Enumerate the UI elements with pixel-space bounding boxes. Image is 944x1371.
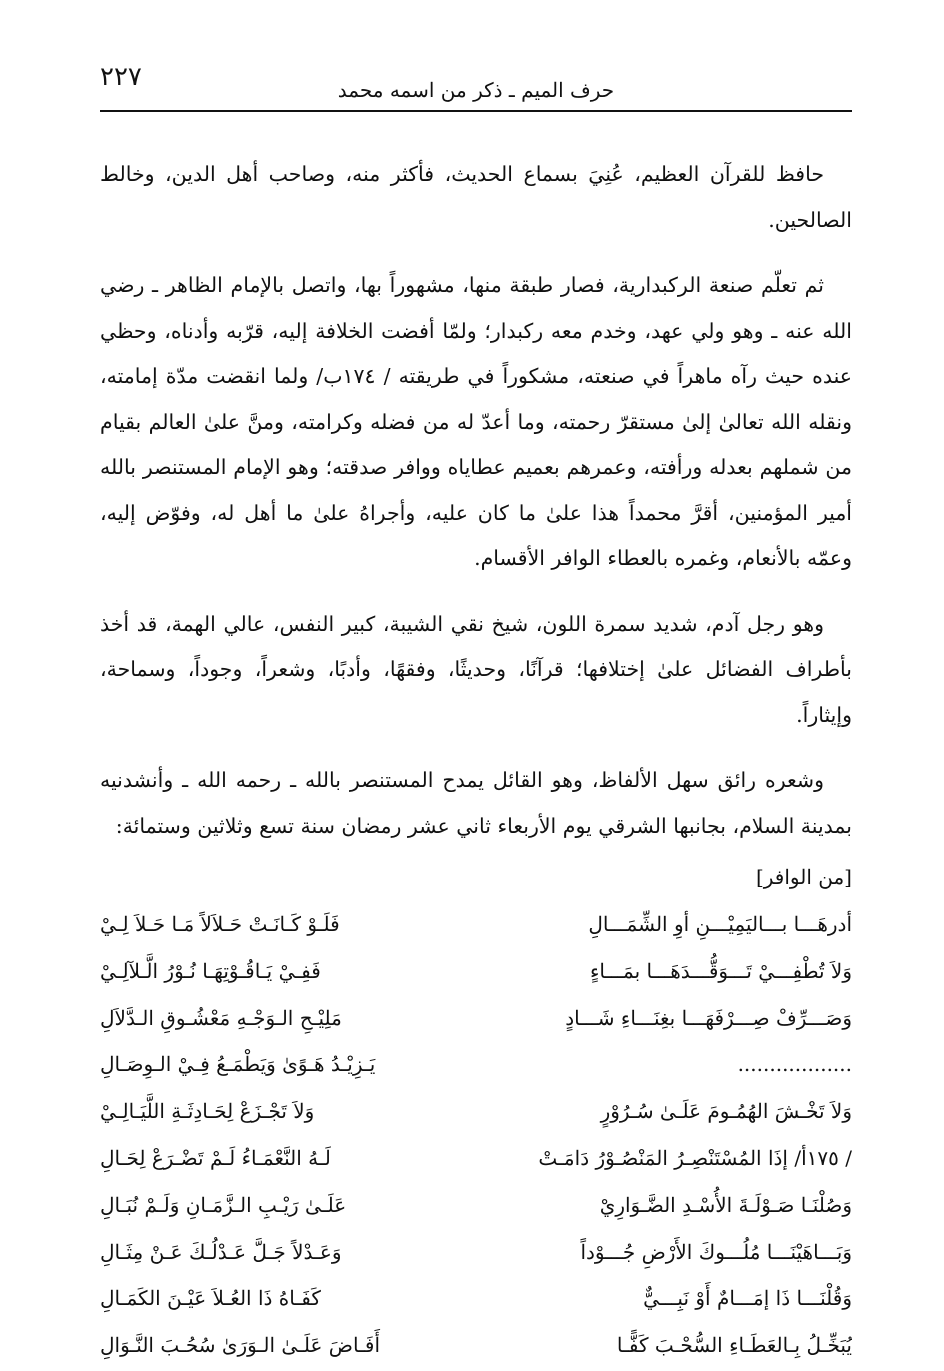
verse-second-hemistich: فَفِـيْ يَـاقُـوْتِهَـا نُـوْرُ الَّـلآلِـيْ bbox=[100, 958, 321, 983]
verse-second-hemistich: لَـهُ النَّعْمَـاءُ لَـمْ تَضْـرَعْ لِحَـالِ bbox=[100, 1145, 331, 1170]
body-text bbox=[100, 152, 852, 1369]
verse-second-hemistich: وَلاَ تَجْـزَعْ لِحَـادِثَـةِ اللَّيَـالِـيْ bbox=[100, 1099, 315, 1124]
verse-second-hemistich: عَلَـىٰ رَيْـبِ الـزَّمَـانِ وَلَـمْ نُبَـالِ bbox=[100, 1192, 347, 1217]
verse-first-hemistich: وَصَـــرِّفْ صِـــرْفَهَـــا بغِنَـــاءِ شَـــادٍ bbox=[565, 1005, 852, 1030]
verse-second-hemistich: أَفَـاضَ عَلَـىٰ الـوَرَىٰ سُحُـبَ النَّـوَالِ bbox=[100, 1333, 381, 1358]
verse-second-hemistich: وَعَـدْلاً جَـلَّ عَـدْلُـكَ عَـنْ مِثَـالِ bbox=[100, 1239, 342, 1264]
paragraph-2: ثم تعلّم صنعة الركبدارية، فصار طبقة منها، مشهوراً بها، واتصل بالإمام الظاهر ـ رضي الله عنه ـ وهو ولي عهد، وخدم معه ركبدار؛ ولمّا أفضت الخلافة إليه، قرّبه وأدناه، وحظي عنده حيث رآه ماهراً في صنعته، مشكوراً في طريقته / ١٧٤ب/ ولما انقضت مدّة إمامته، ونقله الله تعالىٰ إلىٰ مستقرّ رحمته، وما أعدّ له من فضله وكرامته، ومنَّ علىٰ العالم بقيام من شملهم بعدله ورأفته، وعمرهم بعميم عطاياه ووافر صدقته؛ وهو الإمام المستنصر بالله أمير المؤمنين، أقرَّ محمداً هذا علىٰ ما كان عليه، وأجراهُ علىٰ ما أهل له، وفوّض إليه، وعمّه بالأنعام، وغمره بالعطاء الوافر الأقسام. bbox=[100, 273, 853, 570]
verse-first-hemistich: يُبَخِّـلُ بِـالعَطَـاءِ السُّحْـبَ كَفًّـا bbox=[616, 1333, 852, 1358]
verse-second-hemistich: كَفَـاهُ ذَا العُـلاَ عَيْـنَ الكَمَـالِ bbox=[100, 1286, 321, 1311]
verse-second-hemistich: مَلِيْـحِ الـوَجْـهِ مَعْشُـوقِ الـدَّلاَلِ bbox=[100, 1005, 342, 1030]
paragraph-3: وهو رجل آدم، شديد سمرة اللون، شيخ نقي الشيبة، كبير النفس، عالي الهمة، قد أخذ بأطراف الفضائل علىٰ إختلافها؛ قرآنًا، وحديثًا، وفقهًا، وأدبًا، وشعراً، وجوداً، وسماحة، وإيثاراً. bbox=[100, 611, 852, 727]
poem bbox=[100, 901, 852, 1369]
page-number: ٢٢٧ bbox=[100, 62, 142, 92]
verse-first-hemistich: وَلاَ تُطْفِـــيْ تَـــوَقُّـــدَهَـــا بمَـــاءٍ bbox=[589, 958, 852, 983]
verse-second-hemistich: يَـزِيْـدُ هَـوًىٰ وَيَطْمَـعُ فِـيْ الـوِصَـالِ bbox=[100, 1052, 376, 1077]
lacuna-dots: .................. bbox=[737, 1052, 852, 1077]
running-title: حرف الميم ـ ذكر من اسمه محمد bbox=[337, 78, 615, 102]
verse-first-hemistich: وَصُلْنَـا صَـوْلَـةَ الأُسْـدِ الضَّـوَارِيْ bbox=[599, 1192, 852, 1217]
paragraph-1: حافظ للقرآن العظيم، عُنِيَ بسماع الحديث، فأكثر منه، وصاحب أهل الدين، وخالط الصالحين. bbox=[100, 162, 852, 232]
verse-first-hemistich: وَلاَ تَخْـشَ الهُمُـومَ عَلَـىٰ سُـرُوْرٍ bbox=[600, 1099, 852, 1124]
verse-second-hemistich: فَلَـوْ كَـانَـتْ حَـلاَلاً مَـا حَـلاَ لِـيْ bbox=[100, 912, 340, 936]
page-header bbox=[100, 60, 852, 112]
paragraph-4: وشعره رائق سهل الألفاظ، وهو القائل يمدح المستنصر بالله ـ رحمه الله ـ وأنشدنيه بمدينة السلام، بجانبها الشرقي يوم الأربعاء ثاني عشر رمضان سنة تسع وثلاثين وستمائة: bbox=[100, 768, 852, 838]
verse-first-hemistich: أدرهَـــا بـــاليَمِيْـــنِ أوِ الشِّمَـــالِ bbox=[588, 912, 852, 936]
page bbox=[100, 60, 853, 1358]
verse-first-hemistich: وَبَـــاهَيْنَـــا مُلُـــوكَ الأَرْضِ جُـــوْداً bbox=[580, 1239, 852, 1264]
verse-first-hemistich: وَقُلْنَـــا ذَا إمَـــامٌ أَوْ نَبِـــيٌّ bbox=[643, 1286, 852, 1311]
verse-first-hemistich: / ١٧٥أ/ إذَا المُسْتَنْصِـرُ المَنْصُـوْرُ دَامَـتْ bbox=[538, 1145, 852, 1170]
poem-meter: [من الوافر] bbox=[755, 865, 852, 889]
